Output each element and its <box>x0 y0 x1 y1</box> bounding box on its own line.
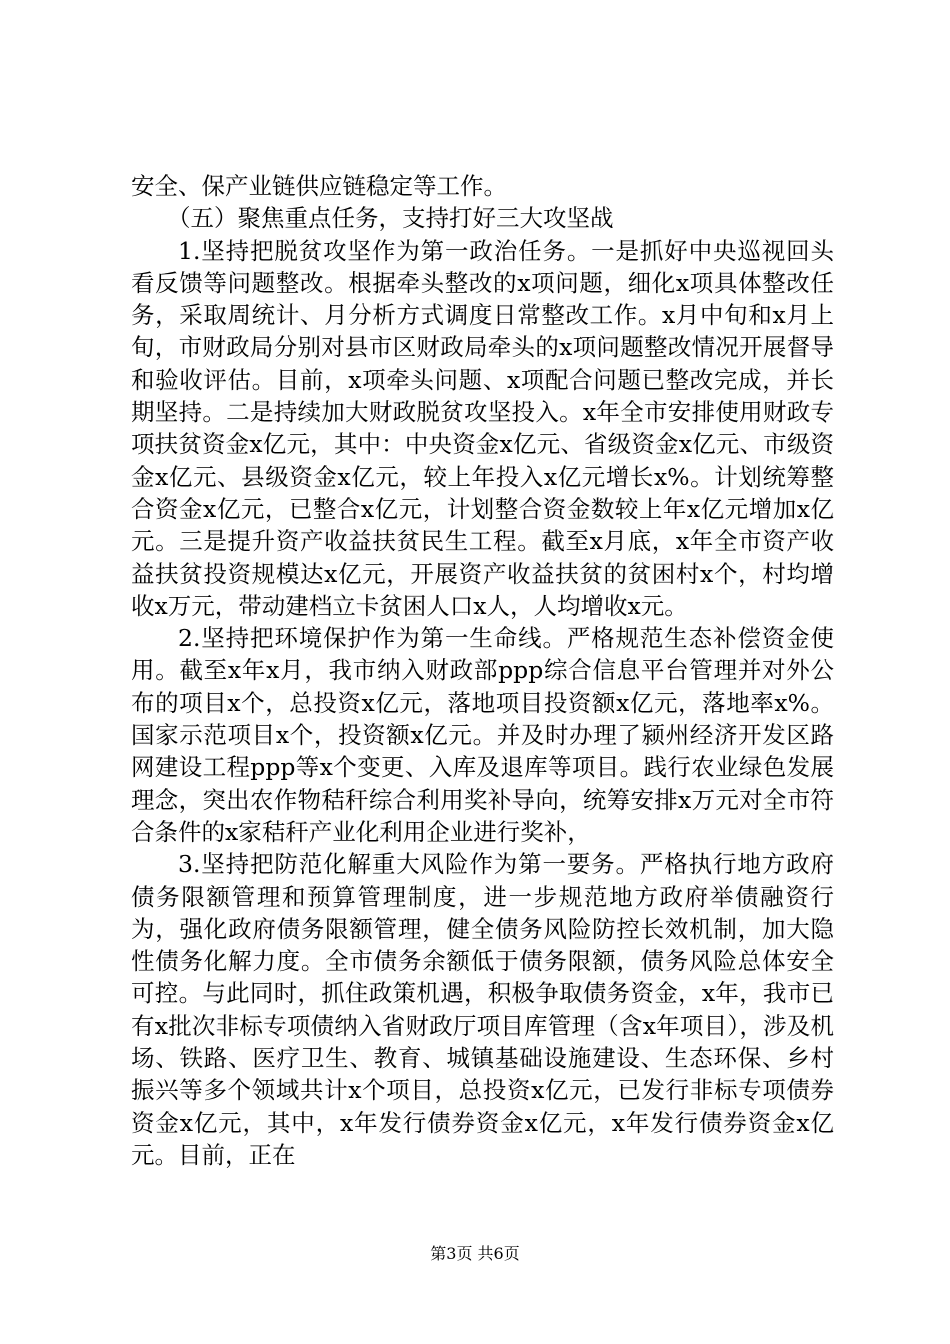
paragraph-poverty: 1.坚持把脱贫攻坚作为第一政治任务。一是抓好中央巡视回头看反馈等问题整改。根据牵头整改的x项问题，细化x项具体整改任务，采取周统计、月分析方式调度日常整改工作。x月中旬和x月上旬，市财政局分别对县市区财政局牵头的x项问题整改情况开展督导和验收评估。目前，x项牵头问题、x项配合问题已整改完成，并长期坚持。二是持续加大财政脱贫攻坚投入。x年全市安排使用财政专项扶贫资金x亿元，其中：中央资金x亿元、省级资金x亿元、市级资金x亿元、县级资金x亿元，较上年投入x亿元增长x%。计划统筹整合资金x亿元，已整合x亿元，计划整合资金数较上年x亿元增加x亿元。三是提升资产收益扶贫民生工程。截至x月底，x年全市资产收益扶贫投资规模达x亿元，开展资产收益扶贫的贫困村x个，村均增收x万元，带动建档立卡贫困人口x人，人均增收x元。 <box>131 236 834 620</box>
section-heading: （五）聚焦重点任务，支持打好三大攻坚战 <box>167 204 614 233</box>
paragraph-continuation: 安全、保产业链供应链稳定等工作。 <box>131 172 507 200</box>
page-footer: 第3页 共6页 <box>430 1244 520 1263</box>
paragraph-environment: 2.坚持把环境保护作为第一生命线。严格规范生态补偿资金使用。截至x年x月，我市纳入财政部ppp综合信息平台管理并对外公布的项目x个，总投资x亿元，落地项目投资额x亿元，落地率x%。国家示范项目x个，投资额x亿元。并及时办理了颍州经济开发区路网建设工程ppp等x个变更、入库及退库等项目。践行农业绿色发展理念，突出农作物秸秆综合利用奖补导向，统筹安排x万元对全市符合条件的x家秸秆产业化利用企业进行奖补， <box>131 624 834 846</box>
document-body <box>131 170 834 1171</box>
paragraph-risk: 3.坚持把防范化解重大风险作为第一要务。严格执行地方政府债务限额管理和预算管理制度，进一步规范地方政府举债融资行为，强化政府债务限额管理，健全债务风险防控长效机制，加大隐性债务化解力度。全市债务余额低于债务限额，债务风险总体安全可控。与此同时，抓住政策机遇，积极争取债务资金，x年，我市已有x批次非标专项债纳入省财政厅项目库管理（含x年项目），涉及机场、铁路、医疗卫生、教育、城镇基础设施建设、生态环保、乡村振兴等多个领域共计x个项目，总投资x亿元，已发行非标专项债券资金x亿元，其中，x年发行债券资金x亿元，x年发行债券资金x亿元。目前，正在 <box>131 850 834 1169</box>
